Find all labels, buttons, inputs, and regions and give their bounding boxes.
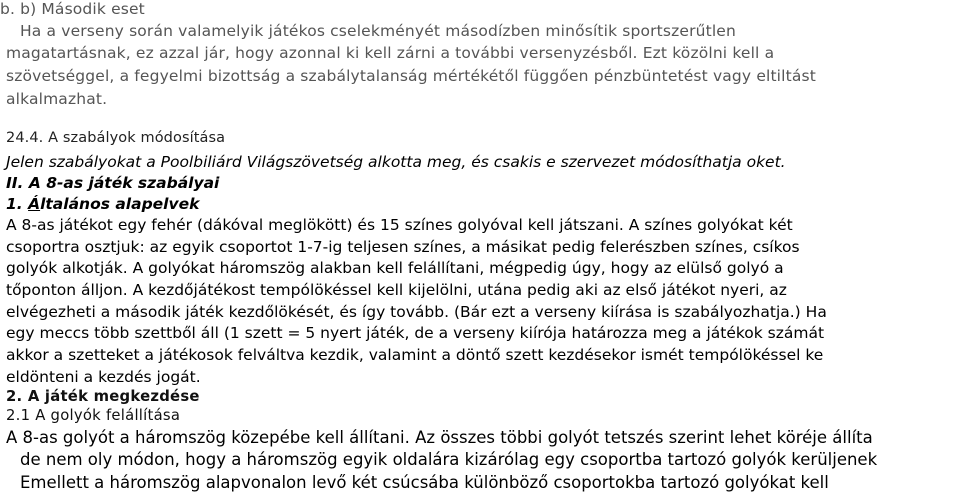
paragraph-line: Ha a verseny során valamelyik játékos cselekményét másodízben minősítik sportszerűtlen bbox=[20, 22, 736, 40]
subsection-heading bbox=[6, 197, 199, 213]
section-number: 24.4. bbox=[6, 130, 44, 146]
paragraph-line: A 8-as játékot egy fehér (dákóval meglökött) és 15 színes golyóval kell játszani. A színes golyókat két bbox=[6, 216, 793, 234]
paragraph-line: szövetséggel, a fegyelmi bizottság a szabálytalanság mértékétől függően pénzbüntetést vagy eltiltást bbox=[6, 67, 816, 85]
subsection-number: 1. bbox=[6, 195, 29, 213]
paragraph-line: csoportra osztjuk: az egyik csoportot 1-7-ig teljesen színes, a másikat pedig felerészben színes, csíkos bbox=[6, 238, 800, 256]
paragraph-line: egy meccs több szettből áll (1 szett = 5 nyert játék, de a verseny kiírója határozza meg a játékok számát bbox=[6, 324, 825, 342]
rule-heading-24-4 bbox=[6, 131, 225, 146]
paragraph-line: Jelen szabályokat a Poolbiliárd Világszövetség alkotta meg, és csakis e szervezet módosíthatja oket. bbox=[6, 153, 786, 171]
section-heading-second-case: b. b) Második eset bbox=[0, 0, 145, 18]
paragraph-line: eldönteni a kezdés jogát. bbox=[6, 368, 201, 386]
paragraph-line: elvégezheti a második játék kezdőlökését, és így tovább. (Bár ezt a verseny kiírása is szabályozhatja.) Ha bbox=[6, 303, 827, 321]
section-title: A szabályok módosítása bbox=[43, 130, 226, 146]
paragraph-line: A 8-as golyót a háromszög közepébe kell állítani. Az összes többi golyót tetszés szerint lehet köréje állíta bbox=[6, 428, 873, 447]
subsection-title-initial: Á bbox=[28, 195, 41, 213]
subsection-heading: 2. A játék megkezdése bbox=[6, 388, 200, 405]
paragraph-line: tőponton álljon. A kezdőjátékost tempólökéssel kell kijelölni, utána pedig aki az első játékot nyeri, az bbox=[6, 281, 787, 299]
paragraph-line: de nem oly módon, hogy a háromszög egyik oldalára kizárólag egy csoportba tartozó golyók kerüljenek bbox=[20, 450, 878, 469]
paragraph-line: magatartásnak, ez azzal jár, hogy azonnal ki kell zárni a további versenyzésből. Ezt közölni kell a bbox=[6, 44, 775, 62]
paragraph-line: alkalmazhat. bbox=[6, 90, 108, 108]
paragraph-line: Emellett a háromszög alapvonalon levő két csúcsába különböző csoportokba tartozó golyókat kell bbox=[20, 473, 829, 492]
subsection-title: ltalános alapelvek bbox=[40, 195, 200, 213]
paragraph-line: golyók alkotják. A golyókat háromszög alakban kell felállítani, mégpedig úgy, hogy az elülső golyó a bbox=[6, 259, 784, 277]
paragraph-line: akkor a szetteket a játékosok felváltva kezdik, valamint a döntő szett kezdésekor ismét tempólökéssel ke bbox=[6, 346, 824, 364]
subsection-heading: 2.1 A golyók felállítása bbox=[6, 407, 181, 424]
chapter-heading: II. A 8-as játék szabályai bbox=[6, 174, 220, 192]
